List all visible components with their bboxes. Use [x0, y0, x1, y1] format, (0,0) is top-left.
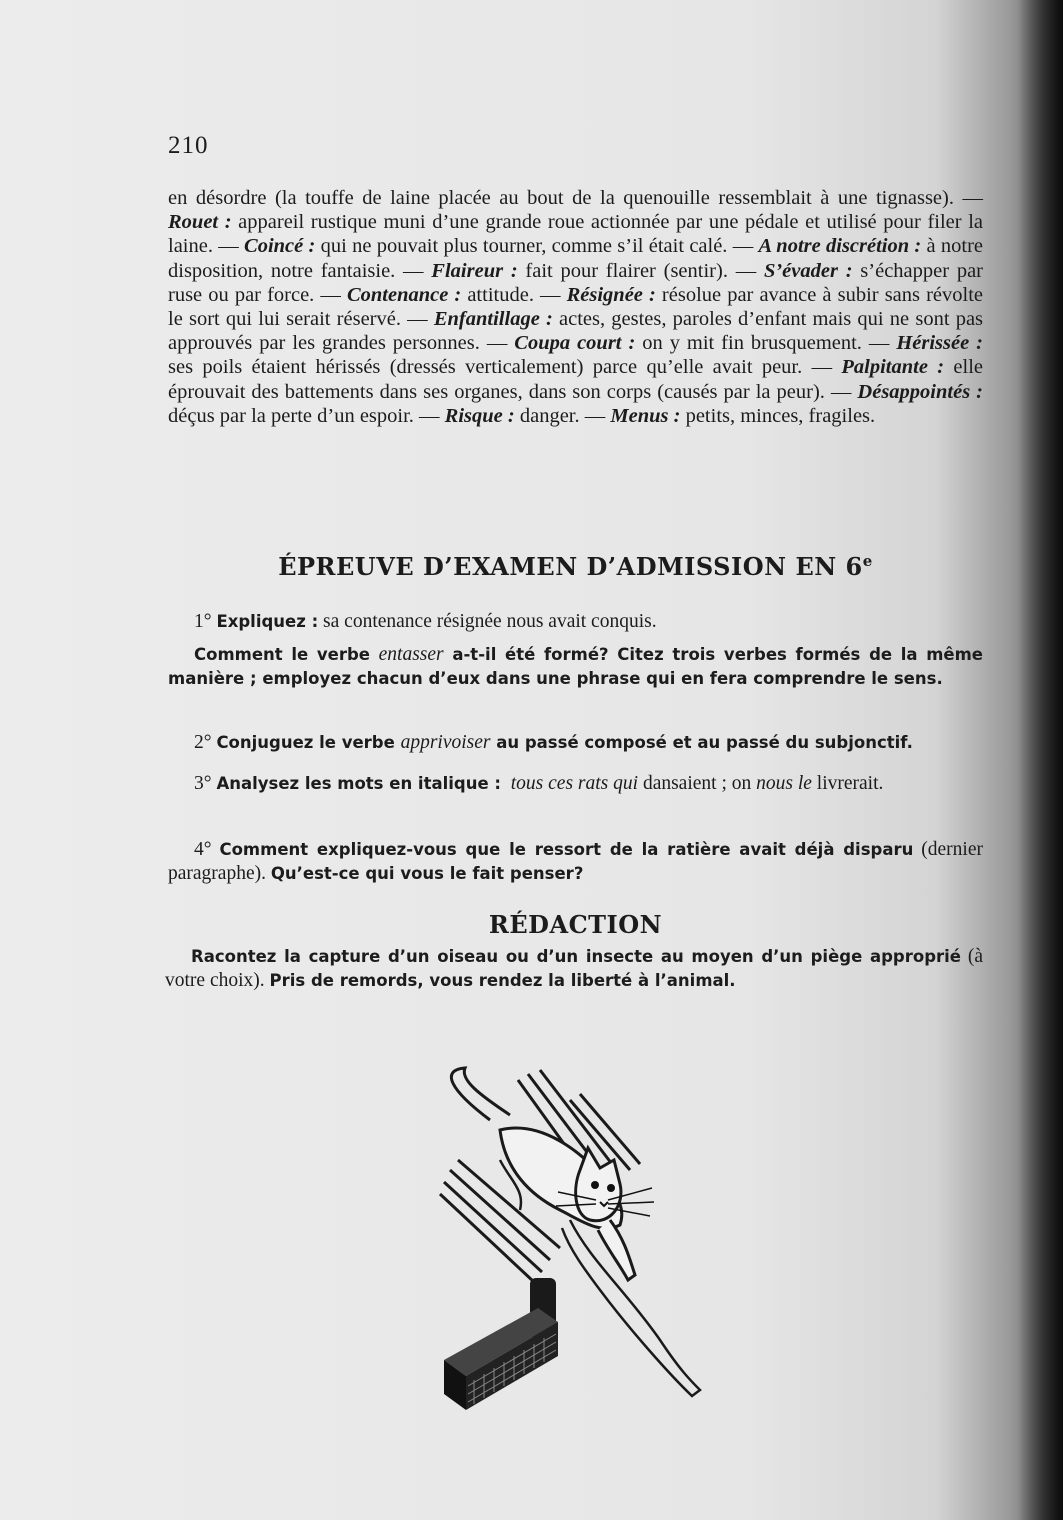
q4-a: Comment expliquez-vous que le ressort de la ratière avait déjà disparu [219, 840, 914, 859]
cat-leaping-from-trap-illustration [430, 1060, 710, 1450]
glossary-definition: qui ne pouvait plus tourner, comme s’il était calé. — [315, 235, 759, 258]
glossary-term: Coupa court : [514, 332, 636, 355]
glossary-term: Contenance : [346, 283, 462, 306]
glossary-definition: résolue par avance à subir sans révolte le sort qui lui serait réservé. — [168, 283, 983, 331]
q1-sub-italic: entasser [378, 644, 444, 665]
question-1 [168, 610, 983, 634]
q1-number: 1° [194, 611, 212, 632]
q2-b: au passé composé et au passé du subjonctif. [490, 733, 913, 752]
page-gutter-shadow [1018, 0, 1063, 1520]
rat-trap-icon [444, 1278, 558, 1410]
glossary-term: Hérissée : [896, 332, 983, 355]
q3-text-1: dansaient ; on [638, 773, 757, 794]
glossary-term: Enfantillage : [433, 308, 553, 331]
cat-tail-icon [451, 1068, 510, 1120]
glossary-term: Rouet : [168, 211, 232, 234]
q4-number: 4° [194, 839, 212, 860]
q3-italic-1: tous ces rats qui [510, 773, 639, 794]
glossary-term: S’évader : [763, 259, 853, 282]
page-number: 210 [168, 132, 209, 159]
glossary-term: Désappointés : [857, 380, 984, 403]
glossary-paragraph [168, 186, 983, 428]
glossary-definition: appareil rustique muni d’une grande roue actionnée par une pédale et utilisé pour filer la laine. — [168, 211, 983, 258]
glossary-definition: ses poils étaient hérissés (dressés verticalement) parce qu’elle avait peur. — [168, 356, 842, 379]
redaction-prompt [165, 945, 983, 993]
glossary-term: Risque : [444, 404, 515, 427]
glossary-term: Palpitante : [841, 356, 945, 379]
glossary-definition: déçus par la perte d’un espoir. — [168, 404, 445, 427]
glossary-definition: en désordre (la touffe de laine placée au bout de la quenouille ressemblait à une tignasse). — [168, 187, 983, 209]
glossary-definition: attitude. — [461, 283, 567, 306]
question-2 [168, 731, 983, 755]
glossary-definition: elle éprouvait des battements dans ses organes, dans son corps (causés par la peur). — [168, 356, 983, 403]
question-1-sub [168, 643, 983, 691]
glossary-term: Coincé : [244, 235, 316, 258]
q4-b: (dernier paragraphe). [168, 839, 983, 884]
redaction-a: Racontez la capture d’un oiseau ou d’un insecte au moyen d’un piège approprié [191, 947, 962, 966]
glossary-definition: actes, gestes, paroles d’enfant mais qui ne sont pas approuvés par les grandes personnes. — [168, 308, 984, 355]
q4-c: Qu’est-ce qui vous le fait penser? [270, 864, 584, 883]
glossary-definition: fait pour flairer (sentir). — [517, 259, 764, 282]
q1-text: sa contenance résignée nous avait conquis. [318, 611, 657, 632]
q2-number: 2° [194, 732, 212, 753]
redaction-b: (à votre choix). [165, 946, 983, 991]
exam-title-superscript: e [862, 552, 873, 570]
glossary-definition: petits, minces, fragiles. [680, 404, 876, 427]
redaction-title: RÉDACTION [488, 910, 663, 939]
q2-a: Conjuguez le verbe [216, 733, 401, 752]
redaction-c: Pris de remords, vous rendez la liberté à l’animal. [269, 971, 736, 990]
glossary-term: A notre discrétion : [758, 235, 922, 258]
exam-section-title [168, 552, 983, 581]
q2-italic: apprivoiser [400, 732, 491, 753]
q3-text-2: livrerait. [811, 773, 884, 794]
glossary-term: Flaireur : [431, 259, 518, 282]
glossary-definition: à notre disposition, notre fantaisie. — [168, 235, 983, 282]
question-3 [168, 772, 983, 796]
cat-back-leg-icon [562, 1220, 700, 1396]
glossary-term: Résignée : [566, 283, 656, 306]
exam-title-text: ÉPREUVE D’EXAMEN D’ADMISSION EN 6 [278, 552, 863, 581]
q1-sub-a: Comment le verbe [194, 645, 379, 664]
glossary-term: Menus : [610, 404, 681, 427]
q3-number: 3° [194, 773, 212, 794]
question-4 [168, 838, 983, 886]
q3-label: Analysez les mots en italique : [216, 774, 502, 793]
glossary-definition: on y mit fin brusquement. — [635, 332, 897, 355]
glossary-definition: s’échapper par ruse ou par force. — [168, 259, 983, 306]
glossary-definition: danger. — [514, 404, 611, 427]
q3-italic-2: nous le [756, 773, 812, 794]
q1-sub-b: a-t-il été formé? Citez trois verbes formés de la même manière ; employez chacun d’eux dans une phrase qui en fera comprendre le sens. [168, 645, 983, 688]
q1-label: Expliquez : [216, 612, 319, 631]
